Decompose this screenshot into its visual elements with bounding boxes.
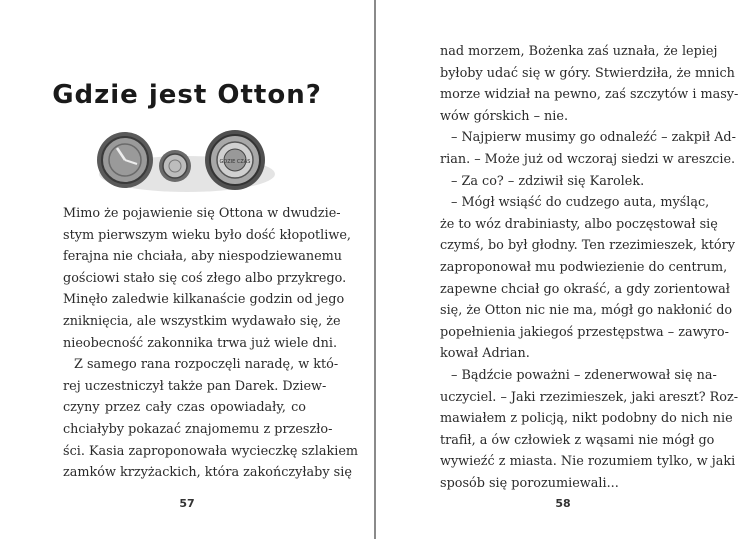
text-line: zapewne chciał go okraść, a gdy zorientował	[440, 281, 730, 297]
text-line: się, że Otton nic nie ma, mógł go nakłonić do	[440, 303, 733, 319]
text-line: gościowi stało się coś złego albo przykrego.	[63, 270, 347, 286]
text-line: rian. – Może już od wczoraj siedzi w areszcie.	[440, 151, 736, 167]
left-page	[0, 0, 374, 539]
text-line: chciałyby pokazać znajomemu z przeszło-	[63, 421, 333, 437]
text-line: sposób się porozumiewali...	[440, 475, 619, 491]
chapter-title: Gdzie jest Otton?	[52, 80, 322, 110]
text-line: że to wóz drabiniasty, albo poczęstował się	[440, 216, 718, 232]
text-line: wów górskich – nie.	[440, 108, 569, 124]
page-number: 58	[555, 497, 571, 510]
text-line: zaproponował mu podwiezienie do centrum,	[440, 259, 728, 275]
text-line: Mimo że pojawienie się Ottona w dwudzie-	[63, 206, 341, 221]
text-line: – Bądźcie poważni – zdenerwował się na-	[451, 367, 717, 383]
text-line: zamków krzyżackich, która zakończyłaby się	[63, 465, 352, 481]
text-line: ferajna nie chciała, aby niespodziewanemu	[63, 249, 343, 265]
text-line: morze widział na pewno, zaś szczytów i masy-	[440, 87, 739, 103]
text-line: wywieźć z miasta. Nie rozumiem tylko, w jaki	[440, 454, 736, 470]
text-line: czymś, bo był głodny. Ten rzezimieszek, który	[440, 238, 735, 254]
text-line: rej uczestniczył także pan Darek. Dziew-	[63, 378, 327, 394]
text-line: trafił, a ów człowiek z wąsami nie mógł go	[440, 432, 715, 448]
text-line: mawiałem z policją, nikt podobny do nich nie	[440, 411, 733, 427]
text-line: ści. Kasia zaproponowała wycieczkę szlakiem	[63, 443, 359, 459]
text-line: nieobecność zakonnika trwa już wiele dni.	[63, 335, 338, 351]
right-page	[376, 0, 750, 539]
text-line: nad morzem, Bożenka zaś uznała, że lepiej	[440, 44, 718, 59]
text-line: Minęło zaledwie kilkanaście godzin od jego	[63, 292, 345, 308]
text-line: uczyciel. – Jaki rzezimieszek, jaki areszt? Roz-	[440, 389, 739, 405]
clock-seal-text: GDZIE CZAS	[219, 159, 251, 165]
text-line: – Mógł wsiąść do cudzego auta, myśląc,	[451, 195, 710, 211]
right-page-text	[440, 41, 739, 494]
text-line: byłoby udać się w góry. Stwierdziła, że mnich	[440, 65, 735, 81]
page-number: 57	[179, 497, 195, 510]
text-line: popełnienia jakiegoś przestępstwa – zawyro-	[440, 324, 729, 340]
text-line: zniknięcia, ale wszystkim wydawało się, że	[63, 313, 341, 329]
three-clocks-icon	[95, 128, 280, 198]
text-line: kował Adrian.	[440, 346, 530, 362]
text-line: – Za co? – zdziwił się Karolek.	[451, 173, 645, 189]
text-line: czyny przez cały czas opowiadały, co	[63, 400, 306, 416]
text-line: stym pierwszym wieku było dość kłopotliwe,	[63, 227, 351, 243]
text-line: – Najpierw musimy go odnaleźć – zakpił Ad-	[451, 130, 736, 146]
left-page-text	[63, 203, 359, 484]
text-line: Z samego rana rozpoczęli naradę, w któ-	[74, 357, 339, 373]
